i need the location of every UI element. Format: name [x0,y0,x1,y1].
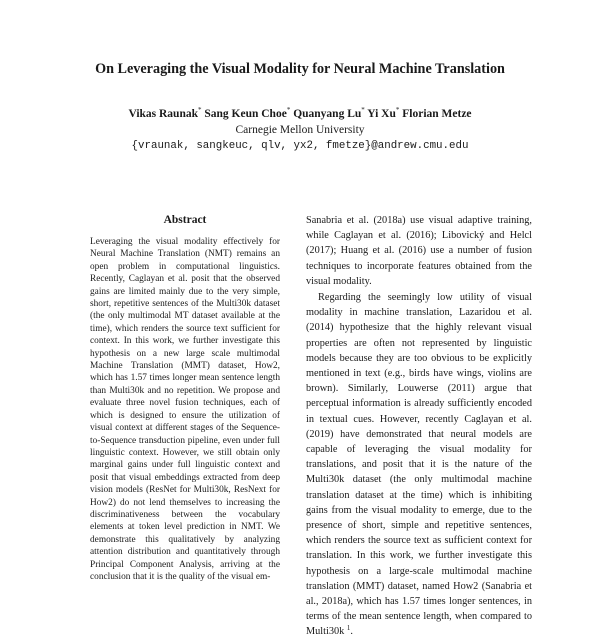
body-paragraph: Regarding the seemingly low utility of visual modality in machine translation, Lazaridou et al. (2014) hypothesize that the highly relevant visual properties are often not represented by linguistic models because they are too obvious to be explicitly mentioned in text (e.g., birds have wings, violins are brown). Similarly, Louwerse (2011) argue that perceptual information is already sufficiently encoded in textual cues. However, recently Caglayan et al. (2019) have demonstrated that neural models are capable of leveraging the visual modality for translations, and posit that it is the nature of the Multi30k dataset (the only multimodal machine translation dataset at the time) which is inhibiting gains from the visual modality to emerge, due to the presence of short, simple and repetitive sentences, which renders the source text as sufficient context for translation. In this work, we further investigate this hypothesis on a large-scale multimodal machine translation (MMT) dataset, named How2 (Sanabria et al., 2018a), which has 1.57 times longer sentences, in terms of the mean sentence length, when compared to Multi30k $^1$. [306,292,532,638]
author: Florian Metze [402,108,472,120]
paper-title: On Leveraging the Visual Modality for Neural Machine Translation [95,61,505,77]
author-emails: {vraunak, sangkeuc, qlv, yx2, fmetze}@andrew.cmu.edu [131,140,469,152]
author: Yi Xu* [367,106,400,120]
footnote-marker: 1 [346,624,351,633]
author-list [40,107,560,122]
author: Quanyang Lu* [293,106,365,120]
author: Vikas Raunak* [128,106,202,120]
abstract-text: Leveraging the visual modality effectively for Neural Machine Translation (NMT) remains an open problem in computational linguistics. Recently, Caglayan et al. posit that the observed gains are limited mainly due to the very simple, short, repetitive sentences of the Multi30k dataset (the only multimodal MT dataset available at the time), which renders the source text sufficient for context. In this work, we further investigate this hypothesis on a new large scale multimodal Machine Translation (MMT) dataset, How2, which has 1.57 times longer mean sentence length than Multi30k and no repetition. We propose and evaluate three novel fusion techniques, each of which is designed to ensure the utilization of visual context at different stages of the Sequence-to-Sequence transduction pipeline, even under full linguistic context. However, we still obtain only marginal gains under full linguistic context and posit that visual embeddings extracted from deep vision models (ResNet for Multi30k, ResNext for How2) do not lend themselves to increasing the discriminativeness between the vocabulary elements at token level prediction in NMT. We demonstrate this qualitatively by analyzing attention distribution and quantitatively through Principal Component Analysis, arriving at the conclusion that it is the quality of the visual em- [90,237,280,582]
affiliation: Carnegie Mellon University [235,124,365,136]
author: Sang Keun Choe* [204,106,291,120]
body-paragraph: Sanabria et al. (2018a) use visual adaptive training, while Caglayan et al. (2016); Libovický and Helcl (2017); Huang et al. (2016) use a number of fusion techniques to incorporate features obtained from the visual modality. [306,215,532,287]
abstract-heading: Abstract [163,214,207,226]
introduction-column [306,213,532,640]
